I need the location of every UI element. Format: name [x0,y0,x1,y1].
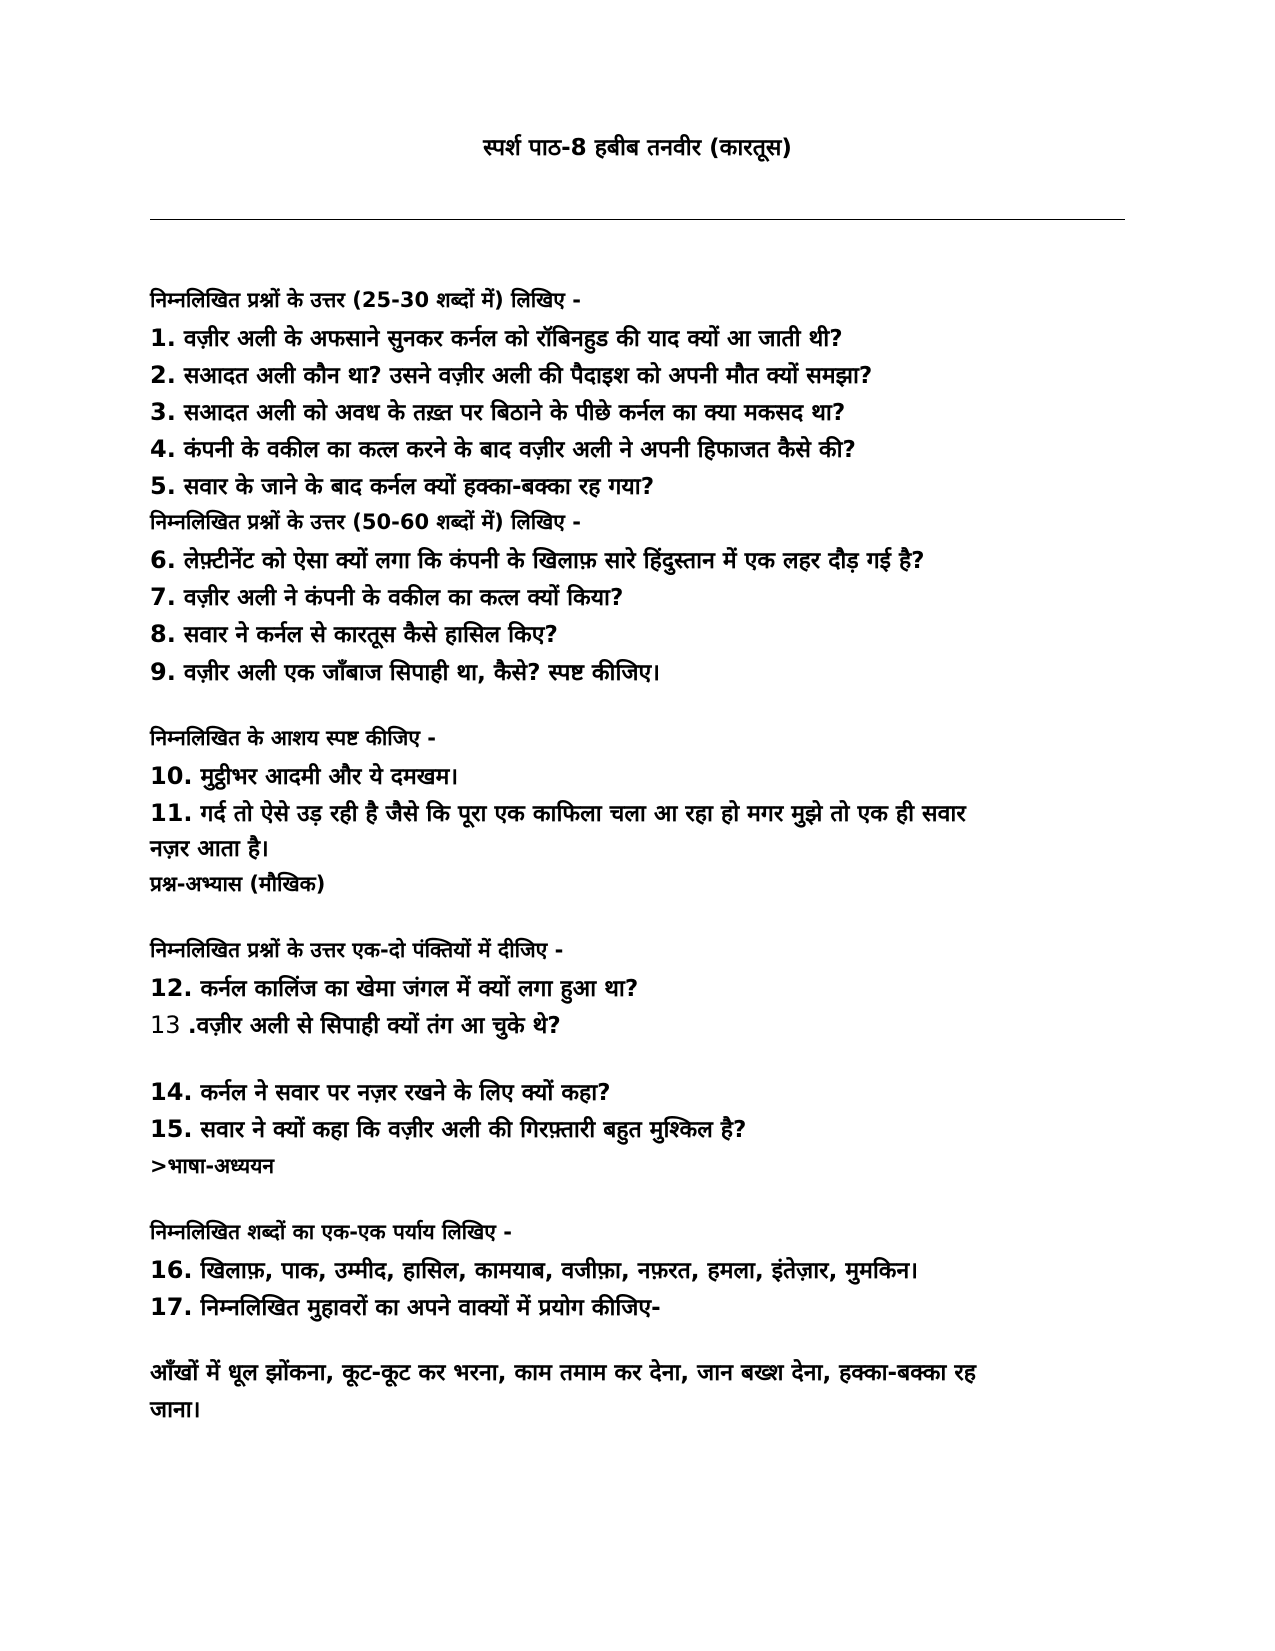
section-heading: निम्नलिखित प्रश्नों के उत्तर एक-दो पंक्तियों में दीजिए - [150,938,564,962]
question-line: 16. खिलाफ़, पाक, उम्मीद, हासिल, कामयाब, वजीफ़ा, नफ़रत, हमला, इंतेज़ार, मुमकिन। [150,1256,918,1284]
question-line: 7. वज़ीर अली ने कंपनी के वकील का कत्ल क्यों किया? [150,583,624,611]
question-line-continuation: नज़र आता है। [150,836,269,862]
question-line: 3. सआदत अली को अवध के तख़्त पर बिठाने के पीछे कर्नल का क्या मकसद था? [150,398,846,426]
section-heading: निम्नलिखित प्रश्नों के उत्तर (50-60 शब्दों में) लिखिए - [150,510,581,534]
question-line: 4. कंपनी के वकील का कत्ल करने के बाद वज़ीर अली ने अपनी हिफाजत कैसे की? [150,435,856,463]
section-heading: निम्नलिखित प्रश्नों के उत्तर (25-30 शब्दों में) लिखिए - [150,288,581,312]
question-line: 5. सवार के जाने के बाद कर्नल क्यों हक्का-बक्का रह गया? [150,472,655,500]
question-line: 17. निम्नलिखित मुहावरों का अपने वाक्यों में प्रयोग कीजिए- [150,1293,661,1321]
question-line: 12. कर्नल कालिंज का खेमा जंगल में क्यों लगा हुआ था? [150,974,639,1002]
question-line: 13 .वज़ीर अली से सिपाही क्यों तंग आ चुके थे? [150,1011,561,1039]
question-line: 10. मुट्ठीभर आदमी और ये दमखम। [150,762,459,790]
question-line: 2. सआदत अली कौन था? उसने वज़ीर अली की पैदाइश को अपनी मौत क्यों समझा? [150,361,873,389]
section-heading: प्रश्न-अभ्यास (मौखिक) [150,872,326,896]
question-line: 11. गर्द तो ऐसे उड़ रही है जैसे कि पूरा एक काफिला चला आ रहा हो मगर मुझे तो एक ही सवार [150,799,966,827]
horizontal-divider [150,219,1125,220]
question-line: 6. लेफ़्टीनेंट को ऐसा क्यों लगा कि कंपनी के खिलाफ़ सारे हिंदुस्तान में एक लहर दौड़ गई है? [150,546,925,574]
question-line: 1. वज़ीर अली के अफसाने सुनकर कर्नल को रॉबिनहुड की याद क्यों आ जाती थी? [150,324,843,352]
idiom-list-line: आँखों में धूल झोंकना, कूट-कूट कर भरना, काम तमाम कर देना, जान बख्श देना, हक्का-बक्का रह [150,1360,977,1386]
page-title: स्पर्श पाठ-8 हबीब तनवीर (कारतूस) [483,135,792,161]
section-heading: निम्नलिखित शब्दों का एक-एक पर्याय लिखिए - [150,1220,512,1244]
section-heading: निम्नलिखित के आशय स्पष्ट कीजिए - [150,726,436,750]
idiom-list-line: जाना। [150,1397,201,1423]
question-line: 14. कर्नल ने सवार पर नज़र रखने के लिए क्यों कहा? [150,1078,611,1106]
question-line: 9. वज़ीर अली एक जाँबाज सिपाही था, कैसे? स्पष्ट कीजिए। [150,658,660,686]
question-line: 8. सवार ने कर्नल से कारतूस कैसे हासिल किए? [150,620,558,648]
question-line: 15. सवार ने क्यों कहा कि वज़ीर अली की गिरफ़्तारी बहुत मुश्किल है? [150,1115,747,1143]
section-heading: >भाषा-अध्ययन [150,1154,275,1178]
